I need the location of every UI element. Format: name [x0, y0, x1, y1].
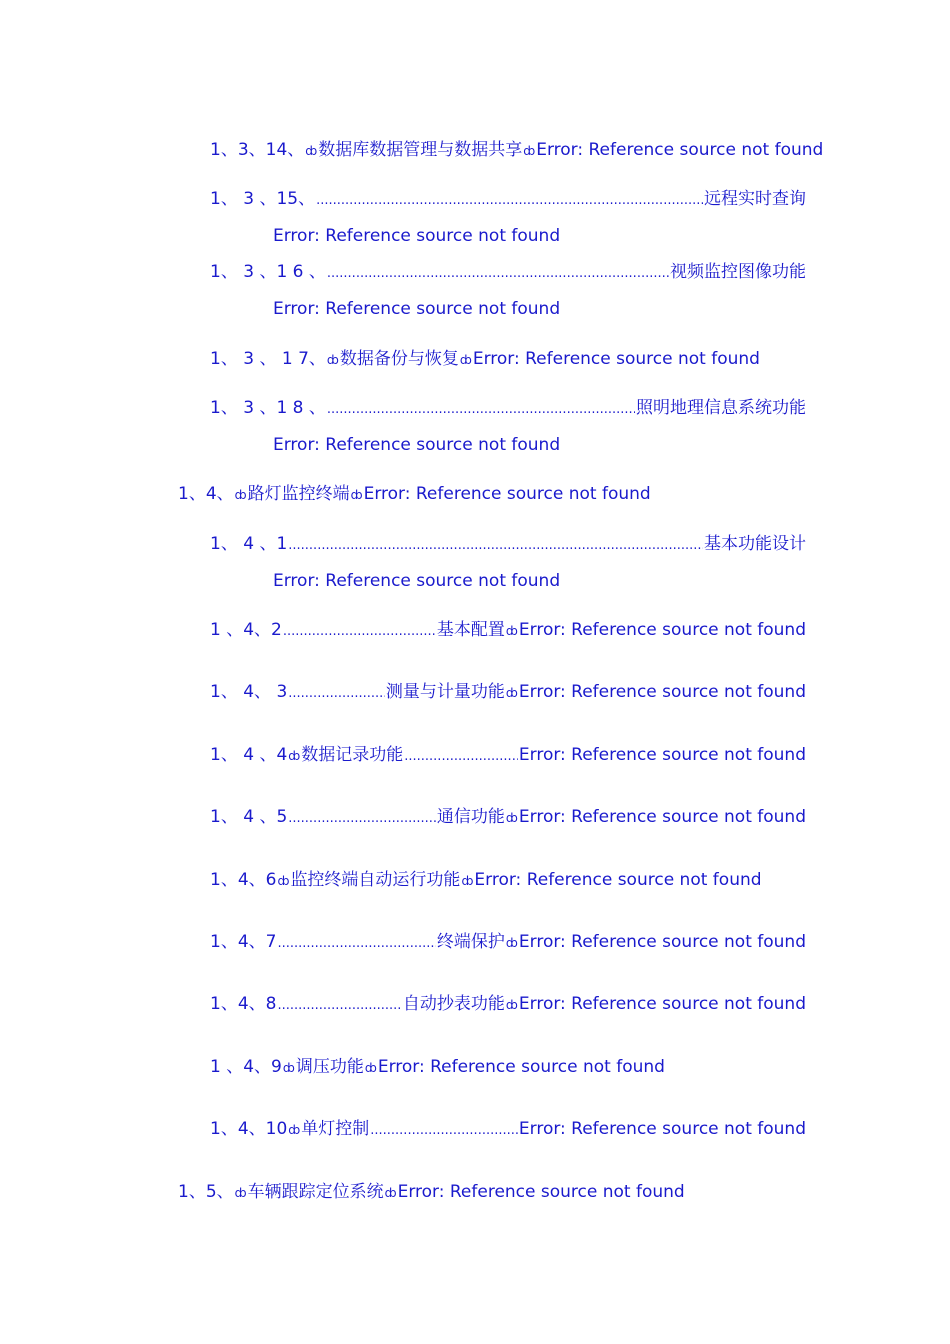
- toc-title: 车辆跟踪定位系统: [247, 1182, 384, 1202]
- toc-title: 测量与计量功能: [385, 682, 505, 702]
- tab-mark-icon: ȸ: [505, 811, 518, 825]
- toc-title: 数据记录功能: [301, 745, 404, 765]
- toc-entry-1-4-4[interactable]: [210, 744, 806, 768]
- toc-page-ref[interactable]: Error: Reference source not found: [273, 571, 561, 591]
- toc-title: 远程实时查询: [704, 189, 806, 209]
- dot-leader: [277, 993, 401, 1017]
- toc-number: 1、4、7: [210, 932, 277, 952]
- toc-page-ref: Error: Reference source not found: [518, 1119, 806, 1139]
- toc-page-ref: Error: Reference source not found: [363, 484, 651, 504]
- dot-leader: [404, 744, 518, 768]
- toc-page-ref: Error: Reference source not found: [518, 745, 806, 765]
- toc-entry-1-4-7[interactable]: [210, 931, 806, 955]
- toc-entry-1-4-5[interactable]: [210, 806, 806, 830]
- tab-mark-icon: ȸ: [505, 998, 518, 1012]
- toc-title: 基本配置: [436, 620, 505, 640]
- toc-entry-1-3-18[interactable]: [210, 397, 806, 421]
- toc-page-ref[interactable]: Error: Reference source not found: [273, 435, 561, 455]
- toc-entry-1-4-9[interactable]: [210, 1056, 665, 1079]
- toc-page-ref: Error: Reference source not found: [472, 349, 760, 369]
- toc-entry-1-3-14[interactable]: [210, 139, 823, 162]
- toc-page-ref[interactable]: Error: Reference source not found: [273, 226, 561, 246]
- toc-title: 视频监控图像功能: [670, 262, 806, 282]
- toc-page-ref[interactable]: Error: Reference source not found: [273, 299, 561, 319]
- toc-entry-1-4-3[interactable]: [210, 681, 806, 705]
- dot-leader: [288, 533, 703, 557]
- toc-number: 1、4、8: [210, 994, 277, 1014]
- tab-mark-icon: ȸ: [234, 488, 247, 502]
- dot-leader: [327, 261, 669, 285]
- tab-mark-icon: ȸ: [288, 1123, 301, 1137]
- toc-number: 1、 3 、1 6 、: [210, 262, 326, 282]
- tab-mark-icon: ȸ: [282, 1061, 295, 1075]
- toc-entry-1-3-16[interactable]: [210, 261, 806, 285]
- toc-title: 自动抄表功能: [402, 994, 505, 1014]
- toc-number: 1 、4、2: [210, 620, 282, 640]
- dot-leader: [327, 397, 635, 421]
- toc-page-ref: Error: Reference source not found: [518, 994, 806, 1014]
- toc-entry-1-4-1[interactable]: [210, 533, 806, 557]
- tab-mark-icon: ȸ: [505, 936, 518, 950]
- toc-page-ref: Error: Reference source not found: [518, 620, 806, 640]
- tab-mark-icon: ȸ: [350, 488, 363, 502]
- toc-entry-1-4-6[interactable]: [210, 869, 762, 892]
- tab-mark-icon: ȸ: [384, 1186, 397, 1200]
- dot-leader: [370, 1118, 518, 1142]
- toc-number: 1、4、10: [210, 1119, 288, 1139]
- toc-title: 数据库数据管理与数据共享: [318, 140, 523, 160]
- dot-leader: [288, 681, 385, 705]
- toc-page-ref: Error: Reference source not found: [518, 682, 806, 702]
- toc-entry-1-4-10[interactable]: [210, 1118, 806, 1142]
- toc-number: 1、 4 、1: [210, 534, 288, 554]
- tab-mark-icon: ȸ: [505, 624, 518, 638]
- tab-mark-icon: ȸ: [461, 874, 474, 888]
- dot-leader: [288, 806, 436, 830]
- tab-mark-icon: ȸ: [459, 353, 472, 367]
- toc-number: 1、 3 、1 8 、: [210, 398, 326, 418]
- tab-mark-icon: ȸ: [505, 686, 518, 700]
- tab-mark-icon: ȸ: [305, 144, 318, 158]
- tab-mark-icon: ȸ: [523, 144, 536, 158]
- toc-number: 1、 4 、4: [210, 745, 288, 765]
- toc-entry-1-4-8[interactable]: [210, 993, 806, 1017]
- tab-mark-icon: ȸ: [288, 749, 301, 763]
- toc-title: 路灯监控终端: [247, 484, 350, 504]
- toc-title: 照明地理信息系统功能: [636, 398, 806, 418]
- toc-number: 1、4、6: [210, 870, 277, 890]
- dot-leader: [277, 931, 435, 955]
- tab-mark-icon: ȸ: [234, 1186, 247, 1200]
- toc-title: 终端保护: [436, 932, 505, 952]
- toc-entry-1-5[interactable]: [178, 1181, 685, 1204]
- toc-title: 基本功能设计: [704, 534, 806, 554]
- dot-leader: [283, 619, 436, 643]
- toc-number: 1、5、: [178, 1182, 234, 1202]
- toc-page-ref: Error: Reference source not found: [397, 1182, 685, 1202]
- toc-entry-1-3-17[interactable]: [210, 348, 760, 371]
- toc-page-ref: Error: Reference source not found: [474, 870, 762, 890]
- toc-title: 调压功能: [295, 1057, 364, 1077]
- tab-mark-icon: ȸ: [277, 874, 290, 888]
- toc-entry-1-4[interactable]: [178, 483, 651, 506]
- toc-title: 单灯控制: [301, 1119, 370, 1139]
- toc-number: 1、 4 、5: [210, 807, 288, 827]
- toc-number: 1、 4、 3: [210, 682, 288, 702]
- toc-number: 1、4、: [178, 484, 234, 504]
- toc-page-ref: Error: Reference source not found: [377, 1057, 665, 1077]
- toc-page-ref: Error: Reference source not found: [518, 807, 806, 827]
- toc-title: 数据备份与恢复: [339, 349, 459, 369]
- toc-number: 1 、4、9: [210, 1057, 282, 1077]
- toc-number: 1、3、14、: [210, 140, 305, 160]
- toc-title: 通信功能: [436, 807, 505, 827]
- toc-entry-1-4-2[interactable]: [210, 619, 806, 643]
- toc-title: 监控终端自动运行功能: [290, 870, 461, 890]
- toc-entry-1-3-15[interactable]: [210, 188, 806, 212]
- toc-number: 1、 3 、15、: [210, 189, 316, 209]
- toc-number: 1、 3 、 1 7、: [210, 349, 326, 369]
- toc-page-ref: Error: Reference source not found: [536, 140, 824, 160]
- tab-mark-icon: ȸ: [326, 353, 339, 367]
- dot-leader: [316, 188, 703, 212]
- tab-mark-icon: ȸ: [364, 1061, 377, 1075]
- toc-page-ref: Error: Reference source not found: [518, 932, 806, 952]
